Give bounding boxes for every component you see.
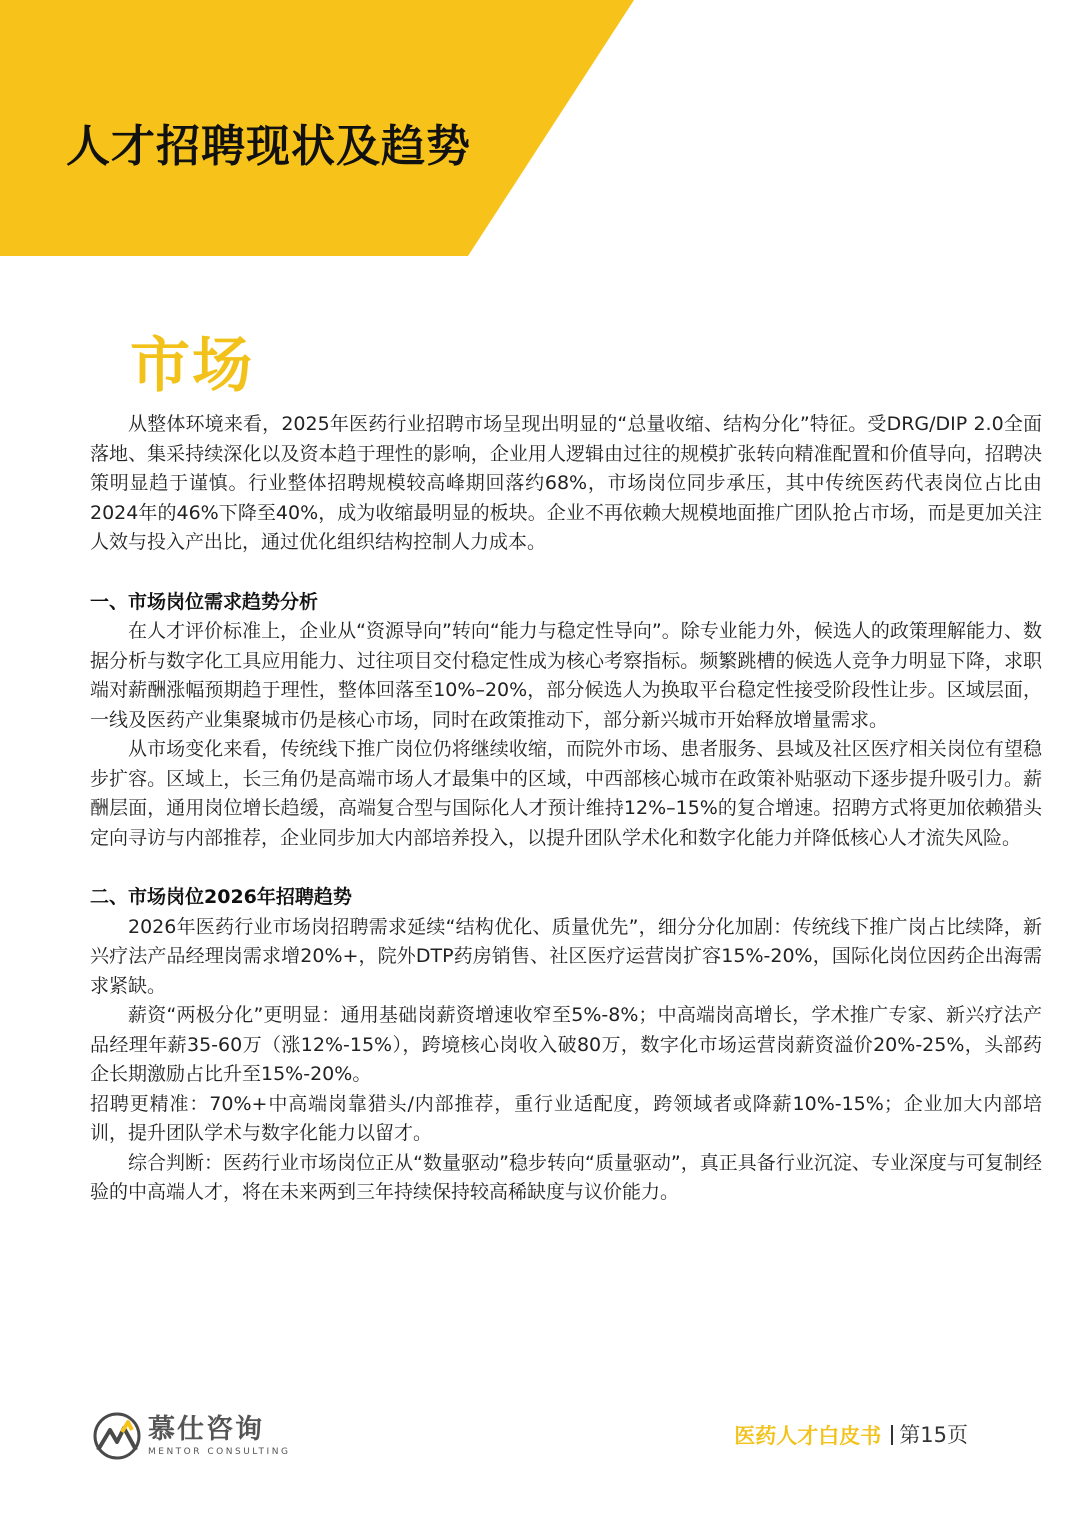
- mountain-logo-icon: [92, 1410, 142, 1462]
- page-title: 人才招聘现状及趋势: [66, 121, 471, 172]
- part1-paragraph: 在人才评价标准上，企业从“资源导向”转向“能力与稳定性导向”。除专业能力外，候选人的政策理解能力、数据分析与数字化工具应用能力、过往项目交付稳定性成为核心考察指标。频繁跳槽的候选人竞争力明显下降，求职端对薪酬涨幅预期趋于理性，整体回落至10%–20%，部分候选人为换取平台稳定性接受阶段性让步。区域层面，一线及医药产业集聚城市仍是核心市场，同时在政策推动下，部分新兴城市开始释放增量需求。: [90, 620, 1042, 731]
- part2-heading: 二、市场岗位2026年招聘趋势: [90, 886, 352, 908]
- main-content: [90, 410, 1042, 1208]
- part1-paragraph: 从市场变化来看，传统线下推广岗位仍将继续收缩，而院外市场、患者服务、县域及社区医疗相关岗位有望稳步扩容。区域上，长三角仍是高端市场人才最集中的区域，中西部核心城市在政策补贴驱动下逐步提升吸引力。薪酬层面，通用岗位增长趋缓，高端复合型与国际化人才预计维持12%–15%的复合增速。招聘方式将更加依赖猎头定向寻访与内部推荐，企业同步加大内部培养投入，以提升团队学术化和数字化能力并降低核心人才流失风险。: [90, 738, 1042, 849]
- company-logo: [92, 1410, 290, 1462]
- part2-paragraph: 薪资“两极分化”更明显：通用基础岗薪资增速收窄至5%-8%；中高端岗高增长，学术推广专家、新兴疗法产品经理年薪35-60万（涨12%-15%），跨境核心岗收入破80万，数字化市场运营岗薪资溢价20%-25%，头部药企长期激励占比升至15%-20%。: [90, 1004, 1042, 1085]
- page-number: 第15页: [891, 1425, 968, 1445]
- part2-paragraph: 2026年医药行业市场岗招聘需求延续“结构优化、质量优先”，细分分化加剧：传统线下推广岗占比续降，新兴疗法产品经理岗需求增20%+，院外DTP药房销售、社区医疗运营岗扩容15%-20%，国际化岗位因药企出海需求紧缺。: [90, 915, 1042, 997]
- book-title: 医药人才白皮书: [734, 1424, 882, 1448]
- logo-name-en: MENTOR CONSULTING: [148, 1447, 291, 1457]
- footer-info: [734, 1420, 968, 1450]
- logo-name-cn: 慕仕咨询: [148, 1414, 264, 1445]
- intro-paragraph: 从整体环境来看，2025年医药行业招聘市场呈现出明显的“总量收缩、结构分化”特征。受DRG/DIP 2.0全面落地、集采持续深化以及资本趋于理性的影响，企业用人逻辑由过往的规模扩张转向精准配置和价值导向，招聘决策明显趋于谨慎。行业整体招聘规模较高峰期回落约68%，市场岗位同步承压，其中传统医药代表岗位占比由2024年的46%下降至40%，成为收缩最明显的板块。企业不再依赖大规模地面推广团队抢占市场，而是更加关注人效与投入产出比，通过优化组织结构控制人力成本。: [90, 413, 1042, 553]
- part2-paragraph: 综合判断：医药行业市场岗位正从“数量驱动”稳步转向“质量驱动”，真正具备行业沉淀、专业深度与可复制经验的中高端人才，将在未来两到三年持续保持较高稀缺度与议价能力。: [90, 1151, 1042, 1203]
- part1-heading: 一、市场岗位需求趋势分析: [90, 590, 319, 613]
- section-title: 市场: [130, 331, 254, 401]
- part2-paragraph: 招聘更精准：70%+中高端岗靠猎头/内部推荐，重行业适配度，跨领域者或降薪10%-15%；企业加大内部培训，提升团队学术与数字化能力以留才。: [90, 1092, 1042, 1144]
